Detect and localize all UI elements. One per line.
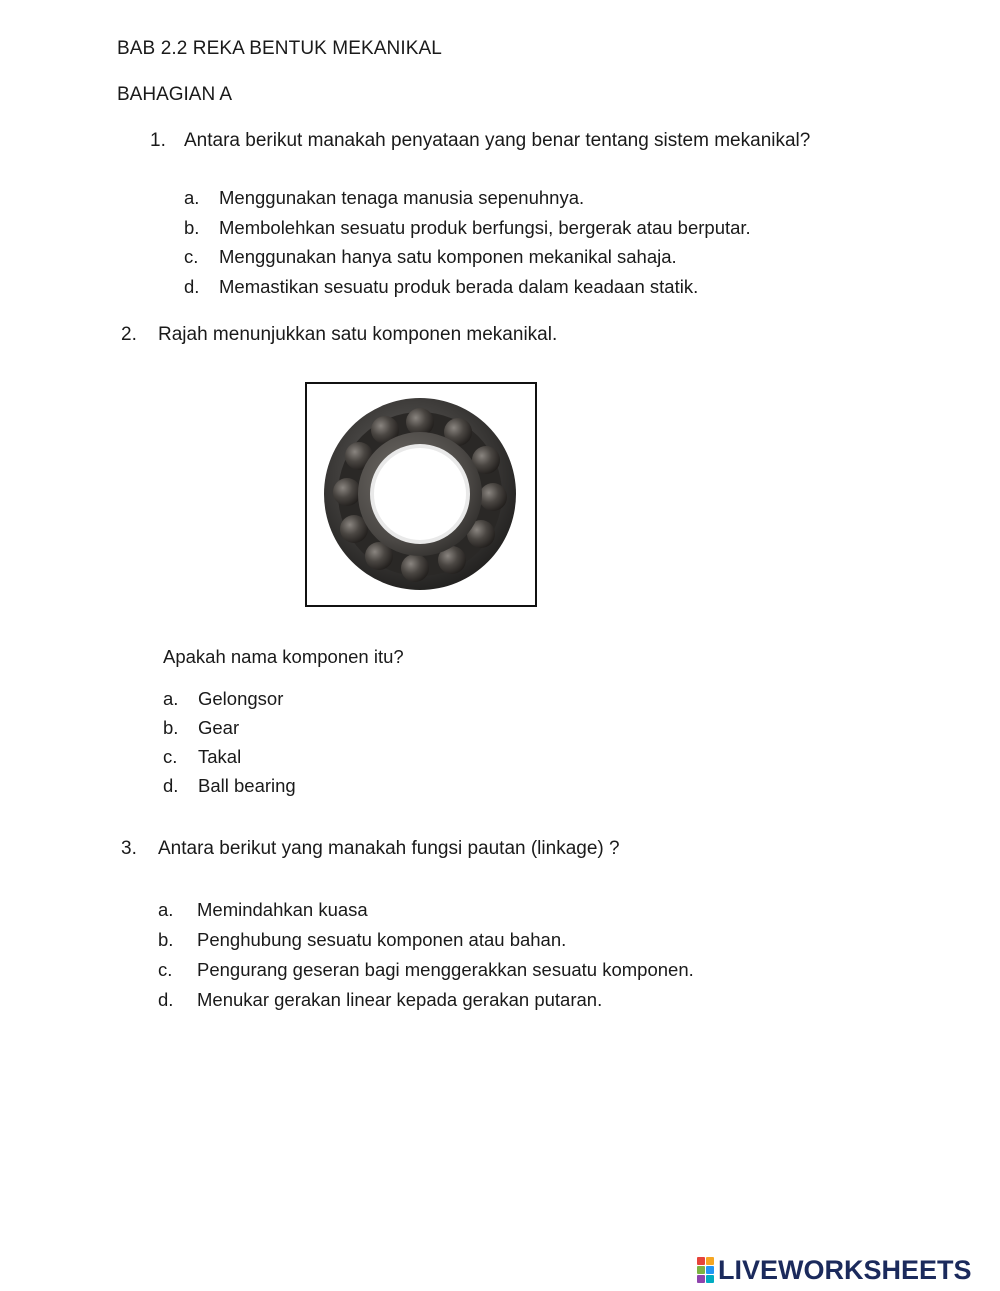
option-text: Takal [198, 746, 242, 767]
logo-block [697, 1257, 705, 1265]
logo-block [706, 1275, 714, 1283]
option-letter: c. [163, 746, 178, 767]
question-text: Rajah menunjukkan satu komponen mekanikal. [158, 324, 558, 345]
logo-block [697, 1266, 705, 1274]
option-letter: a. [158, 899, 174, 920]
question-number: 3. [121, 838, 137, 859]
option-letter: c. [158, 959, 173, 980]
option-letter: b. [184, 217, 200, 238]
question-number: 1. [150, 130, 166, 151]
option-text: Ball bearing [198, 775, 296, 796]
option-letter: a. [184, 187, 200, 208]
option-text: Gear [198, 717, 240, 738]
option-text: Memastikan sesuatu produk berada dalam keadaan statik. [219, 276, 699, 297]
page-title: BAB 2.2 REKA BENTUK MEKANIKAL [117, 38, 442, 59]
option-text: Membolehkan sesuatu produk berfungsi, bergerak atau berputar. [219, 217, 751, 238]
logo-block [697, 1275, 705, 1283]
liveworksheets-logo-icon [697, 1257, 714, 1283]
option-letter: c. [184, 246, 199, 267]
option-letter: d. [158, 989, 174, 1010]
ball-bearing-icon [307, 384, 539, 609]
question-number: 2. [121, 324, 137, 345]
section-heading: BAHAGIAN A [117, 84, 233, 105]
question-text: Antara berikut yang manakah fungsi pautan (linkage) ? [158, 838, 620, 859]
option-text: Memindahkan kuasa [197, 899, 368, 920]
option-text: Menukar gerakan linear kepada gerakan putaran. [197, 989, 603, 1010]
logo-block [706, 1266, 714, 1274]
ball-bearing-image [305, 382, 537, 607]
option-text: Penghubung sesuatu komponen atau bahan. [197, 929, 567, 950]
liveworksheets-brand[interactable] [697, 1255, 972, 1285]
option-letter: b. [163, 717, 179, 738]
option-letter: a. [163, 688, 179, 709]
option-letter: d. [184, 276, 200, 297]
brand-name: LIVEWORKSHEETS [718, 1254, 972, 1285]
option-text: Pengurang geseran bagi menggerakkan sesuatu komponen. [197, 959, 694, 980]
subquestion-text: Apakah nama komponen itu? [163, 646, 404, 667]
logo-block [706, 1257, 714, 1265]
option-letter: b. [158, 929, 174, 950]
option-text: Gelongsor [198, 688, 284, 709]
option-text: Menggunakan tenaga manusia sepenuhnya. [219, 187, 585, 208]
option-text: Menggunakan hanya satu komponen mekanikal sahaja. [219, 246, 677, 267]
option-letter: d. [163, 775, 179, 796]
question-text: Antara berikut manakah penyataan yang benar tentang sistem mekanikal? [184, 130, 811, 151]
